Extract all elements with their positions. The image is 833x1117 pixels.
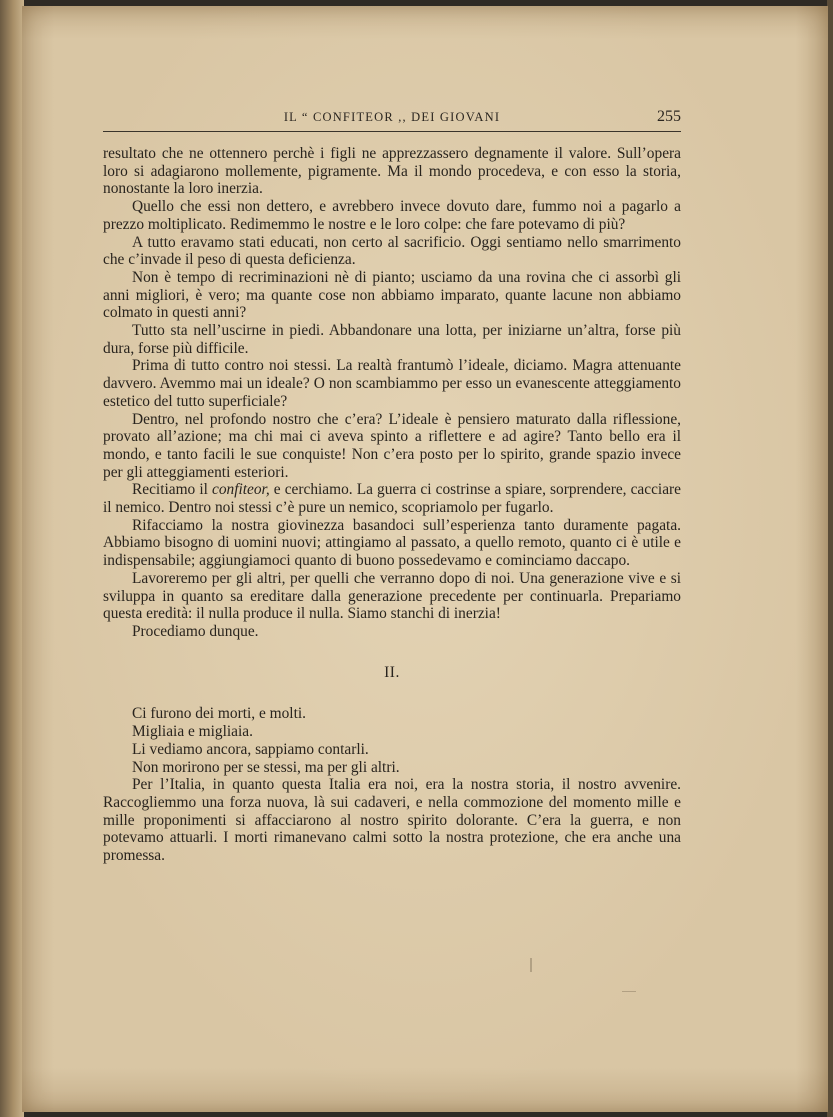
short-line: Li vediamo ancora, sappiamo contarli. [132,740,369,758]
paper-fleck [530,958,532,972]
paragraph: Tutto sta nell’uscirne in piedi. Abbandonare una lotta, per iniziarne un’altra, forse più dura, forse più difficile. [103,322,681,357]
paragraph: Lavoreremo per gli altri, per quelli che verranno dopo di noi. Una generazione vive e si sviluppa in quanto sa ereditare dalla generazione precedente per continuarla. Prepariamo questa eredità: il nulla produce il nulla. Siamo stanchi di inerzia! [103,569,681,623]
confiteor-italic-word: confiteor, [211,481,270,499]
book-binding-edge [0,0,24,1117]
short-line: Migliaia e migliaia. [132,723,253,741]
paragraph: Prima di tutto contro noi stessi. La realtà frantumò l’ideale, diciamo. Magra attenuante davvero. Avemmo mai un ideale? O non scambiammo per esso un evanescente atteggiamento estetico del tutto superficiale? [103,357,681,410]
paragraph: A tutto eravamo stati educati, non certo al sacrificio. Oggi sentiamo nello smarrimento che c’invade il peso di questa deficienza. [103,233,681,269]
header-rule [103,131,681,132]
paragraph: Procediamo dunque. [132,622,259,640]
paragraph-confiteor [103,481,681,516]
body-text [103,145,681,865]
page-header [103,108,681,130]
paragraph: Quello che essi non dettero, e avrebbero invece dovuto dare, fummo noi a pagarlo a prezzo moltiplicato. Redimemmo le nostre e le loro colpe: che fare potevamo di più? [103,198,681,233]
page-number: 255 [657,108,681,125]
confiteor-text-after: e cerchiamo. La guerra ci costrinse a spiare, sorprendere, cacciare il nemico. Dentro noi stessi c’è pure un nemico, scopriamolo per fugarlo. [103,481,681,517]
paragraph: resultato che ne ottennero perchè i figli ne apprezzassero degnamente il valore. Sull’opera loro si adagiarono mollemente, pigramente. Ma il mondo procedeva, e con esso la storia, nonostante la loro inerzia. [103,145,681,198]
paragraph: Non è tempo di recriminazioni nè di pianto; usciamo da una rovina che ci assorbì gli anni migliori, è vero; ma quante cose non abbiamo imparato, quante lacune non abbiamo colmato in questi anni? [103,268,681,322]
short-line: Ci furono dei morti, e molti. [132,705,306,723]
paragraph: Rifacciamo la nostra giovinezza basandoci sull’esperienza tanto duramente pagata. Abbiamo bisogno di uomini nuovi; attingiamo al passato, a quello remoto, quanto ci è utile e indispensabile; aggiungiamoci quanto di buono possedevamo e cominciamo daccapo. [103,516,681,570]
running-head: IL “ CONFITEOR ,, DEI GIOVANI [283,110,501,124]
confiteor-text-before: Recitiamo il [132,481,212,499]
short-line: Non morirono per se stessi, ma per gli altri. [132,758,400,776]
paragraph: Dentro, nel profondo nostro che c’era? L’ideale è pensiero maturato dalla riflessione, provato all’azione; ma chi mai ci aveva spinto a riflettere e ad agire? Tanto bello era il mondo, e tanto facili le sue conquiste! Non c’era posto per lo spirito, grande spazio invece per gli atteggiamenti esteriori. [103,410,681,481]
paragraph: Per l’Italia, in quanto questa Italia era noi, era la nostra storia, il nostro avvenire. Raccogliemmo una forza nuova, là sui cadaveri, e nella commozione del momento mille e mille proponimenti si affacciarono al nostro spirito dolorante. C’era la guerra, e non potevamo attuarli. I morti rimanevano calmi sotto la nostra protezione, che era anche una promessa. [103,776,681,865]
paper-fleck [622,991,636,992]
section-title: II. [384,663,400,681]
